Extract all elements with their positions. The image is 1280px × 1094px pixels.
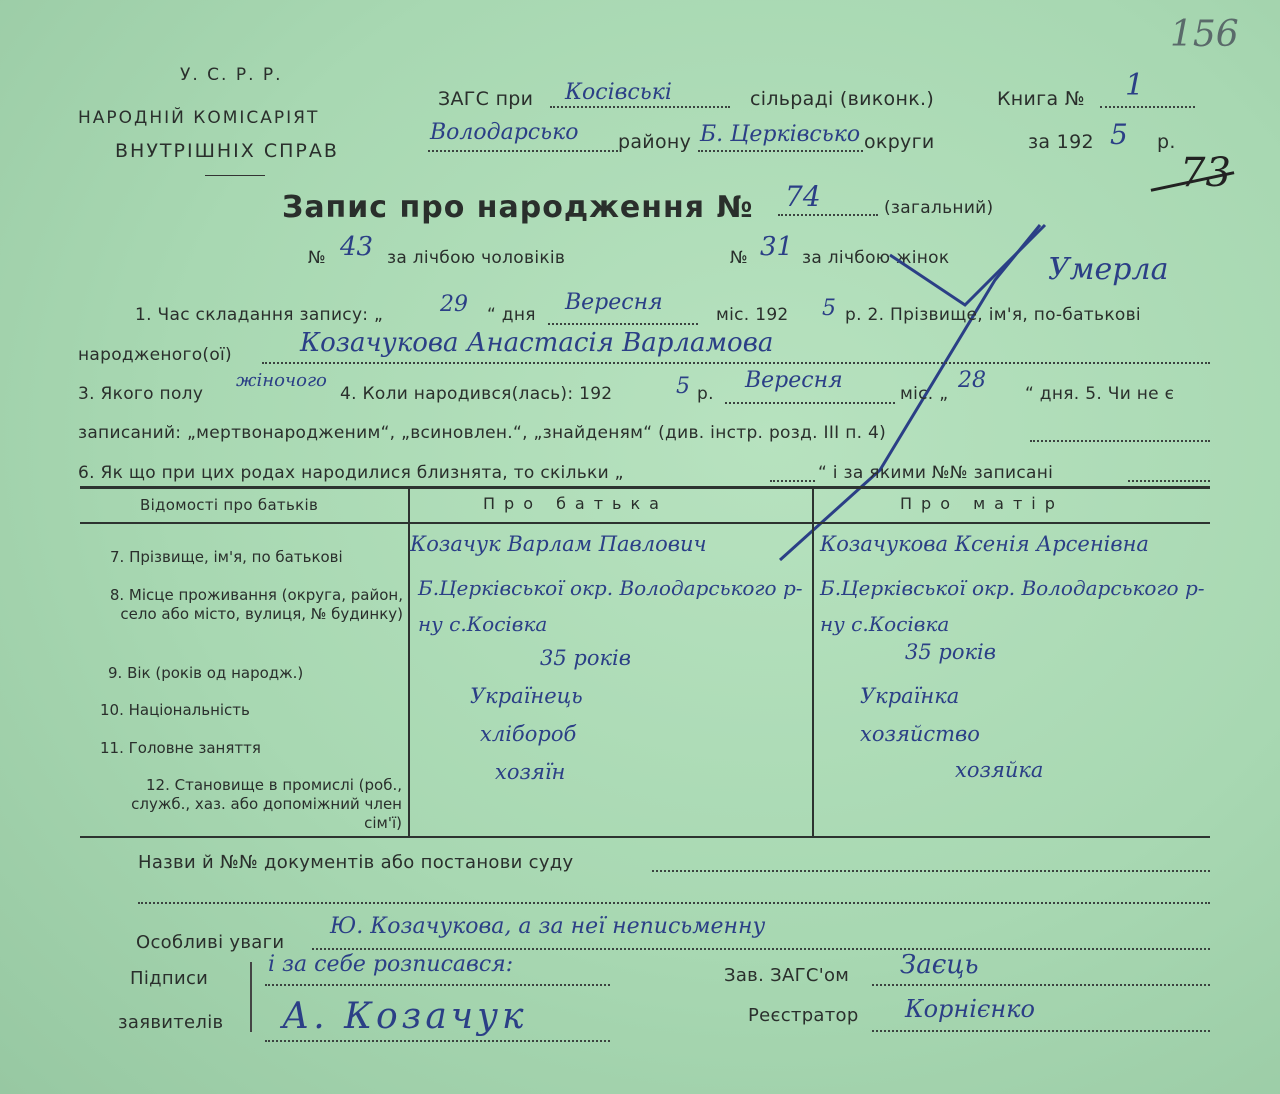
head-sign: Заєць [900,950,979,980]
raion-label: району [618,131,692,153]
signatures-label-1: Підписи [130,968,209,989]
q1-day: 29 [440,292,468,317]
remarks-value: Ю. Козачукова, а за неї неписьменну [330,914,766,939]
father-name: Козачук Варлам Павлович [410,532,707,556]
signature-line-1: і за себе розписався: [268,952,514,977]
mother-age: 35 років [905,640,996,664]
father-occupation: хлібороб [480,722,577,746]
q4-month: Вересня [745,368,843,393]
women-value: 31 [760,232,794,262]
q1-day-label: “ дня [487,305,536,325]
crossed-number: 73 [1180,150,1231,196]
row-label-9: 9. Вік (років од народж.) [108,664,304,682]
general-label: (загальний) [884,198,994,218]
okruh-label: округи [864,131,935,153]
book-label: Книга № [997,88,1085,110]
year-label: за 192 [1028,131,1094,153]
q4-tail: “ дня. 5. Чи не є [1025,384,1175,404]
book-value: 1 [1125,68,1145,103]
father-residence: Б.Церківської окр. Володарського р-ну с.Косівка [418,576,803,636]
zags-label: ЗАГС при [438,88,534,110]
mother-status: хозяйка [955,758,1044,782]
q2-value: Козачукова Анастасія Варламова [300,328,774,358]
men-prefix: № [308,248,326,268]
page-number: 156 [1170,14,1239,55]
q1-tail: р. 2. Прізвище, ім'я, по-батькові [845,305,1141,325]
table-top-rule [80,486,1210,489]
docs-label: Назви й №№ документів або постанови суду [138,852,574,873]
head-label: Зав. ЗАГС'ом [724,965,850,986]
year-suffix: р. [1157,131,1176,153]
signature-bracket [250,962,252,1032]
q1-label: 1. Час складання запису: „ [135,305,384,325]
q3-label: 3. Якого полу [78,384,204,404]
mother-residence: Б.Церківської окр. Володарського р-ну с.Косівка [820,576,1205,636]
mother-name: Козачукова Ксенія Арсенівна [820,532,1149,556]
record-title: Запис про народження № [282,190,754,225]
col-father-header: Про батька [483,494,668,513]
council-label: сільраді (виконк.) [750,88,935,110]
q3-value: жіночого [236,370,327,391]
remarks-label: Особливі уваги [136,932,285,953]
q6-tail: “ і за якими №№ записані [818,463,1054,483]
mother-occupation: хозяйство [860,722,980,746]
father-age: 35 років [540,646,631,670]
q1-rest: міс. 192 [716,305,789,325]
signatures-label-2: заявителів [118,1012,224,1033]
row-label-11: 11. Головне заняття [100,739,261,757]
father-nationality: Українець [470,684,583,708]
q1-year: 5 [822,296,836,321]
mother-nationality: Українка [860,684,960,708]
table-header-rule [80,522,1210,524]
col-info-header: Відомості про батьків [140,496,319,514]
q4-mis: міс. „ [900,384,949,404]
republic-label: У. С. Р. Р. [180,65,283,85]
row-label-8: 8. Місце проживання (округа, район, село або місто, вулиця, № будинку) [109,586,403,623]
row-label-10: 10. Національність [100,701,250,719]
table-bottom-rule [80,836,1210,838]
deceased-note: Умерла [1048,252,1169,287]
signature-line-2: А. Козачук [282,996,528,1037]
q1-month: Вересня [565,290,663,315]
q4-year: 5 [676,374,690,399]
q2-label: народженого(ої) [78,345,232,365]
men-value: 43 [340,232,374,262]
okruh-value: Б. Церківсько [700,122,861,147]
q4-label: 4. Коли народився(лась): 192 [340,384,613,404]
registrar-label: Реєстратор [748,1005,859,1026]
q4-r: р. [697,384,714,404]
q6-line: 6. Як що при цих родах народилися близнята, то скільки „ [78,463,624,483]
men-label: за лічбою чоловіків [387,248,566,268]
commissariat-line1: НАРОДНІЙ КОМІСАРІЯТ [78,108,320,128]
zags-value: Косівські [565,80,672,105]
year-value: 5 [1110,118,1128,151]
father-status: хозяїн [495,760,566,784]
row-label-7: 7. Прізвище, ім'я, по батькові [110,548,343,566]
commissariat-line2: ВНУТРІШНІХ СПРАВ [115,140,339,162]
record-number: 74 [785,180,821,213]
col-mother-header: Про матір [900,494,1064,513]
registrar-sign: Корнієнко [905,995,1035,1023]
table-col-divider-2 [812,486,814,836]
women-label: за лічбою жінок [802,248,950,268]
q5-line: записаний: „мертвонародженим“, „всиновлен.“, „знайденям“ (див. інстр. розд. III п. 4) [78,423,887,443]
raion-value: Володарсько [430,120,579,145]
row-label-12: 12. Становище в промислі (роб., служб., хаз. або допоміжний член сім'ї) [131,776,402,832]
women-prefix: № [730,248,748,268]
q4-day: 28 [958,368,986,393]
